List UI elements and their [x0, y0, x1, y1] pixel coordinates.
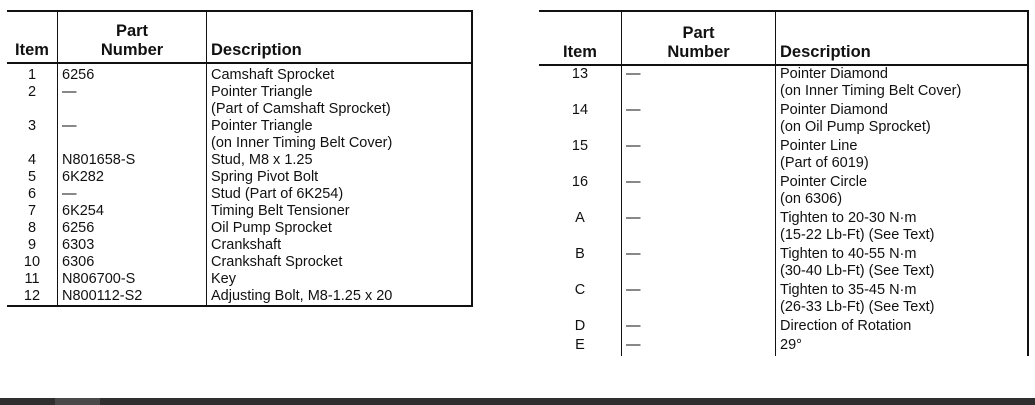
- cell-part-number: 6K282: [58, 169, 207, 186]
- table-row: [7, 84, 472, 118]
- description-line: Spring Pivot Bolt: [211, 169, 319, 185]
- cell-description: [207, 203, 473, 220]
- description-line: Tighten to 40-55 N·m: [780, 246, 917, 262]
- bottom-strip-segment: [55, 398, 100, 405]
- description-line: Crankshaft Sprocket: [211, 254, 343, 270]
- description-line: Crankshaft: [211, 237, 282, 253]
- table-row: [7, 271, 472, 288]
- table-body-left: [7, 63, 472, 306]
- description-line: (on 6306): [780, 191, 843, 207]
- header-part-line1: Part: [115, 22, 149, 40]
- cell-part-number: N800112-S2: [58, 288, 207, 306]
- description-line: Pointer Circle: [780, 174, 868, 190]
- header-part-line1: Part: [682, 24, 715, 42]
- cell-description: [776, 138, 1029, 174]
- cell-description: [207, 63, 473, 84]
- cell-description: [207, 254, 473, 271]
- cell-description: [207, 169, 473, 186]
- description-line: Pointer Diamond: [780, 66, 888, 82]
- table-row: [539, 174, 1028, 210]
- table-row: [7, 254, 472, 271]
- cell-description: [207, 288, 473, 306]
- cell-item: 2: [7, 84, 58, 118]
- cell-item: B: [539, 246, 622, 282]
- cell-part-number: —: [622, 246, 776, 282]
- table-row: [539, 102, 1028, 138]
- table-row: [539, 210, 1028, 246]
- description-line: Oil Pump Sprocket: [211, 220, 332, 236]
- header-item: Item: [7, 11, 58, 63]
- table-row: [539, 65, 1028, 102]
- cell-item: 12: [7, 288, 58, 306]
- description-line: Pointer Triangle: [211, 84, 313, 100]
- cell-item: 13: [539, 65, 622, 102]
- cell-description: [776, 246, 1029, 282]
- cell-item: 14: [539, 102, 622, 138]
- description-line: (Part of Camshaft Sprocket): [211, 101, 391, 117]
- header-part-number: [58, 11, 207, 63]
- cell-description: [207, 237, 473, 254]
- cell-item: 6: [7, 186, 58, 203]
- cell-item: D: [539, 318, 622, 337]
- table-header-row: [539, 11, 1028, 65]
- table-row: [7, 186, 472, 203]
- table-row: [7, 288, 472, 306]
- header-item: Item: [539, 11, 622, 65]
- description-line: (on Inner Timing Belt Cover): [211, 135, 393, 151]
- table-row: [7, 220, 472, 237]
- cell-part-number: —: [622, 102, 776, 138]
- cell-description: [776, 65, 1029, 102]
- cell-part-number: N806700-S: [58, 271, 207, 288]
- header-description: Description: [207, 11, 473, 63]
- header-part-line2: Number: [667, 43, 730, 61]
- header-part-line2: Number: [100, 41, 164, 59]
- description-line: Stud, M8 x 1.25: [211, 152, 313, 168]
- cell-item: 8: [7, 220, 58, 237]
- table-row: [7, 203, 472, 220]
- cell-description: [207, 220, 473, 237]
- table-row: [539, 138, 1028, 174]
- cell-description: [207, 84, 473, 118]
- description-line: (30-40 Lb-Ft) (See Text): [780, 263, 935, 279]
- description-line: Key: [211, 271, 236, 287]
- header-description: Description: [776, 11, 1029, 65]
- cell-part-number: N801658-S: [58, 152, 207, 169]
- table-body-right: [539, 65, 1028, 356]
- cell-part-number: 6K254: [58, 203, 207, 220]
- cell-part-number: —: [622, 138, 776, 174]
- table-row: [539, 246, 1028, 282]
- description-line: Tighten to 20-30 N·m: [780, 210, 917, 226]
- description-line: Pointer Line: [780, 138, 858, 154]
- cell-description: [207, 271, 473, 288]
- cell-description: [776, 210, 1029, 246]
- description-line: (on Oil Pump Sprocket): [780, 119, 931, 135]
- cell-part-number: —: [58, 84, 207, 118]
- table-row: [539, 318, 1028, 337]
- description-line: Adjusting Bolt, M8-1.25 x 20: [211, 288, 393, 304]
- cell-item: 7: [7, 203, 58, 220]
- cell-part-number: —: [622, 337, 776, 356]
- bottom-scroll-strip: [0, 398, 1035, 405]
- cell-part-number: —: [622, 318, 776, 337]
- description-line: (15-22 Lb-Ft) (See Text): [780, 227, 935, 243]
- description-line: (Part of 6019): [780, 155, 869, 171]
- cell-item: E: [539, 337, 622, 356]
- table-row: [539, 337, 1028, 356]
- table-row: [7, 169, 472, 186]
- description-line: Pointer Triangle: [211, 118, 313, 134]
- cell-description: [776, 282, 1029, 318]
- parts-table-left: [7, 10, 473, 307]
- description-line: Pointer Diamond: [780, 102, 888, 118]
- table-row: [539, 282, 1028, 318]
- cell-description: [776, 102, 1029, 138]
- description-line: 29°: [780, 337, 802, 353]
- cell-item: 3: [7, 118, 58, 152]
- cell-part-number: —: [622, 174, 776, 210]
- cell-description: [776, 174, 1029, 210]
- cell-part-number: —: [58, 186, 207, 203]
- cell-item: 10: [7, 254, 58, 271]
- cell-item: 1: [7, 63, 58, 84]
- description-line: (on Inner Timing Belt Cover): [780, 83, 962, 99]
- cell-item: 4: [7, 152, 58, 169]
- description-line: Tighten to 35-45 N·m: [780, 282, 917, 298]
- cell-part-number: —: [58, 118, 207, 152]
- cell-item: 15: [539, 138, 622, 174]
- cell-description: [776, 318, 1029, 337]
- cell-part-number: 6306: [58, 254, 207, 271]
- header-part-number: [622, 11, 776, 65]
- table-row: [7, 118, 472, 152]
- cell-part-number: 6256: [58, 63, 207, 84]
- cell-description: [776, 337, 1029, 356]
- description-line: (26-33 Lb-Ft) (See Text): [780, 299, 935, 315]
- cell-description: [207, 118, 473, 152]
- cell-item: 11: [7, 271, 58, 288]
- cell-item: A: [539, 210, 622, 246]
- table-row: [7, 237, 472, 254]
- cell-part-number: —: [622, 210, 776, 246]
- description-line: Timing Belt Tensioner: [211, 203, 350, 219]
- cell-description: [207, 186, 473, 203]
- description-line: Stud (Part of 6K254): [211, 186, 344, 202]
- table-row: [7, 63, 472, 84]
- cell-description: [207, 152, 473, 169]
- parts-table-right: [539, 10, 1029, 356]
- cell-item: 16: [539, 174, 622, 210]
- cell-item: C: [539, 282, 622, 318]
- cell-item: 9: [7, 237, 58, 254]
- table-header-row: [7, 11, 472, 63]
- cell-part-number: —: [622, 65, 776, 102]
- description-line: Direction of Rotation: [780, 318, 912, 334]
- table-row: [7, 152, 472, 169]
- cell-part-number: —: [622, 282, 776, 318]
- cell-part-number: 6256: [58, 220, 207, 237]
- cell-item: 5: [7, 169, 58, 186]
- description-line: Camshaft Sprocket: [211, 67, 335, 83]
- cell-part-number: 6303: [58, 237, 207, 254]
